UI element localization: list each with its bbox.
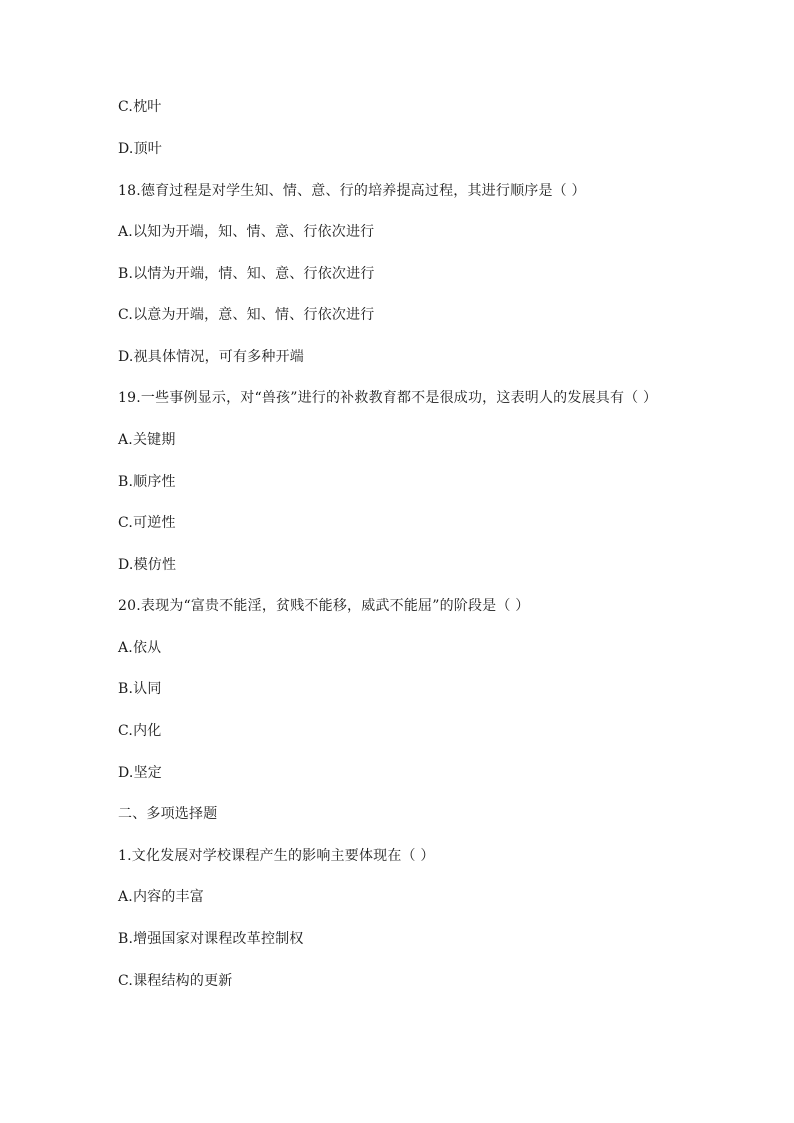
section-heading-multiple-choice: 二、多项选择题: [118, 806, 218, 822]
option-b-mc1: B.增强国家对课程改革控制权: [118, 931, 304, 947]
question-20: 20.表现为“富贵不能淫，贫贱不能移，威武不能屈”的阶段是（ ）: [118, 598, 530, 614]
option-c-q19: C.可逆性: [118, 515, 176, 531]
option-b-q20: B.认同: [118, 681, 162, 697]
question-19: 19.一些事例显示，对“兽孩”进行的补救教育都不是很成功，这表明人的发展具有（ ）: [118, 390, 658, 406]
option-d-q17: D.顶叶: [118, 141, 162, 157]
option-a-q20: A.依从: [118, 640, 162, 656]
option-d-q19: D.模仿性: [118, 557, 177, 573]
option-a-q19: A.关键期: [118, 432, 176, 448]
option-a-mc1: A.内容的丰富: [118, 889, 204, 905]
option-d-q20: D.坚定: [118, 765, 162, 781]
option-c-mc1: C.课程结构的更新: [118, 973, 233, 989]
question-18: 18.德育过程是对学生知、情、意、行的培养提高过程，其进行顺序是（ ）: [118, 183, 586, 199]
option-b-q18: B.以情为开端，情、知、意、行依次进行: [118, 266, 375, 282]
option-c-q18: C.以意为开端，意、知、情、行依次进行: [118, 307, 375, 323]
mc-question-1: 1.文化发展对学校课程产生的影响主要体现在（ ）: [118, 848, 435, 864]
option-a-q18: A.以知为开端，知、情、意、行依次进行: [118, 224, 375, 240]
option-c-q20: C.内化: [118, 723, 162, 739]
option-b-q19: B.顺序性: [118, 474, 176, 490]
option-c-q17: C.枕叶: [118, 99, 162, 115]
option-d-q18: D.视具体情况，可有多种开端: [118, 349, 304, 365]
